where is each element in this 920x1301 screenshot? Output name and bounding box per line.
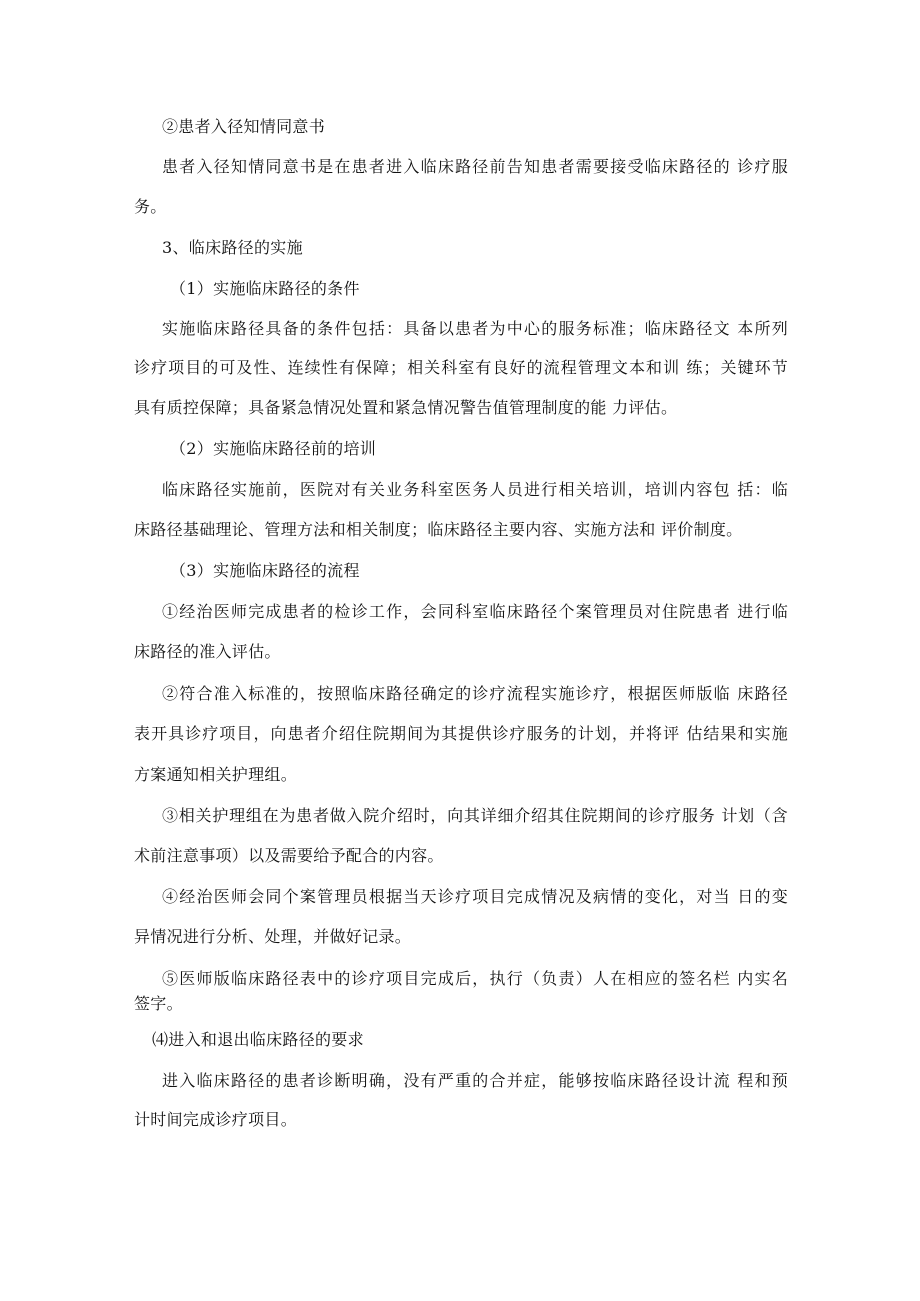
sub3-heading: （3）实施临床路径的流程 [170,561,360,580]
step1-line: ①经治医师完成患者的检诊工作，会同科室临床路径个案管理员对住院患者 进行临 [162,602,788,621]
step3-line: 术前注意事项）以及需要给予配合的内容。 [134,846,444,865]
step2-line: 方案通知相关护理组。 [134,765,298,784]
step5-line: ⑤医师版临床路径表中的诊疗项目完成后，执行（负责）人在相应的签名栏 内实名 [162,969,788,988]
consent-text-line: 患者入径知情同意书是在患者进入临床路径前告知患者需要接受临床路径的 诊疗服 [162,157,788,176]
sub4-heading: ⑷进入和退出临床路径的要求 [152,1030,364,1049]
sub1-text-line: 实施临床路径具备的条件包括：具备以患者为中心的服务标准；临床路径文 本所列 [162,319,788,338]
step1-line: 床路径的准入评估。 [134,642,281,661]
sub2-text-line: 临床路径实施前，医院对有关业务科室医务人员进行相关培训，培训内容包 括：临 [162,480,788,499]
sub2-heading: （2）实施临床路径前的培训 [170,439,377,458]
sub2-text-line: 床路径基础理论、管理方法和相关制度；临床路径主要内容、实施方法和 评价制度。 [134,520,743,539]
step5-line: 签字。 [134,994,183,1013]
step4-line: 异情况进行分析、处理，并做好记录。 [134,927,412,946]
step2-line: 表开具诊疗项目，向患者介绍住院期间为其提供诊疗服务的计划，并将评 估结果和实施 [134,724,788,743]
sub4-text-line: 计时间完成诊疗项目。 [134,1110,298,1129]
step4-line: ④经治医师会同个案管理员根据当天诊疗项目完成情况及病情的变化，对当 日的变 [162,887,788,906]
section3-heading: 3、临床路径的实施 [162,238,303,257]
sub1-heading: （1）实施临床路径的条件 [170,279,360,298]
consent-text-line: 务。 [134,197,167,216]
consent-heading: ②患者入径知情同意书 [162,117,326,136]
sub1-text-line: 诊疗项目的可及性、连续性有保障；相关科室有良好的流程管理文本和训 练；关键环节 [134,358,788,377]
step3-line: ③相关护理组在为患者做入院介绍时，向其详细介绍其住院期间的诊疗服务 计划（含 [162,806,788,825]
sub1-text-line: 具有质控保障；具备紧急情况处置和紧急情况警告值管理制度的能 力评估。 [134,398,678,417]
sub4-text-line: 进入临床路径的患者诊断明确，没有严重的合并症，能够按临床路径设计流 程和预 [162,1071,788,1090]
step2-line: ②符合准入标准的，按照临床路径确定的诊疗流程实施诊疗，根据医师版临 床路径 [162,684,788,703]
